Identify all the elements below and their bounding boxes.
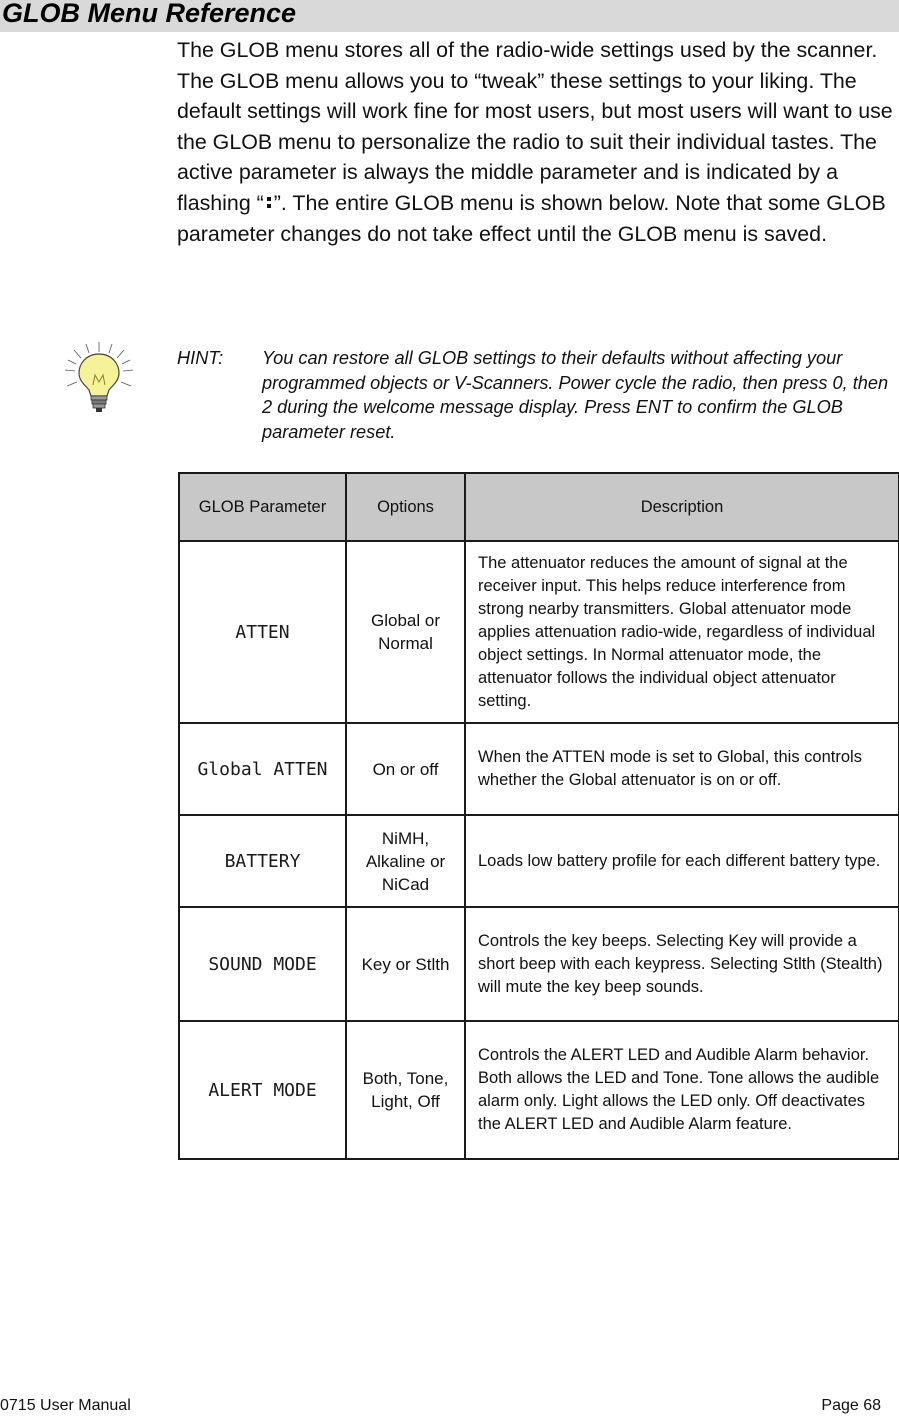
description-cell: The attenuator reduces the amount of signal at the receiver input. This helps reduce interference from strong nearby transmitters. Global attenuator mode applies attenuation radio-wide, regardless of individual object settings. In Normal attenuator mode, the attenuator follows the individual object attenuator setting. (465, 541, 899, 723)
glob-parameter-table (178, 472, 899, 1160)
options-cell: Global or Normal (346, 541, 465, 723)
description-cell: When the ATTEN mode is set to Global, this controls whether the Global attenuator is on or off. (465, 723, 899, 815)
intro-text-after: ”. The entire GLOB menu is shown below. Note that some GLOB parameter changes do not take effect until the GLOB menu is saved. (177, 190, 886, 246)
parameter-cell: ALERT MODE (179, 1021, 346, 1159)
footer-manual-name: 0715 User Manual (0, 1397, 131, 1414)
parameter-cell: BATTERY (179, 815, 346, 907)
options-cell: Key or Stlth (346, 907, 465, 1021)
table-header-row (179, 473, 899, 541)
parameter-cell: ATTEN (179, 541, 346, 723)
table-row (179, 1021, 899, 1159)
page-title: GLOB Menu Reference (2, 0, 297, 28)
page-number: Page 68 (821, 1397, 881, 1414)
table-row (179, 815, 899, 907)
lightbulb-icon (62, 340, 136, 414)
table-row (179, 723, 899, 815)
options-cell: NiMH, Alkaline or NiCad (346, 815, 465, 907)
table-row (179, 907, 899, 1021)
flashing-indicator-icon (265, 195, 273, 211)
header-parameter: GLOB Parameter (179, 473, 346, 541)
header-options: Options (346, 473, 465, 541)
section-header (0, 0, 899, 32)
description-cell: Controls the ALERT LED and Audible Alarm behavior. Both allows the LED and Tone. Tone allows the audible alarm only. Light allows the LED only. Off deactivates the ALERT LED and Audible Alarm feature. (465, 1021, 899, 1159)
intro-paragraph (177, 35, 899, 249)
options-cell: On or off (346, 723, 465, 815)
header-description: Description (465, 473, 899, 541)
intro-text-before: The GLOB menu stores all of the radio-wide settings used by the scanner. The GLOB menu allows you to “tweak” these settings to your liking. The default settings will work fine for most users, but most users will want to use the GLOB menu to personalize the radio to suit their individual tastes. The active parameter is always the middle parameter and is indicated by a flashing “ (177, 38, 893, 215)
description-cell: Controls the key beeps. Selecting Key will provide a short beep with each keypress. Selecting Stlth (Stealth) will mute the key beep sounds. (465, 907, 899, 1021)
description-cell: Loads low battery profile for each different battery type. (465, 815, 899, 907)
parameter-cell: Global ATTEN (179, 723, 346, 815)
options-cell: Both, Tone, Light, Off (346, 1021, 465, 1159)
parameter-cell: SOUND MODE (179, 907, 346, 1021)
hint-text: You can restore all GLOB settings to their defaults without affecting your programmed objects or V-Scanners. Power cycle the radio, then press 0, then 2 during the welcome message display. Press ENT to confirm the GLOB parameter reset. (262, 348, 889, 442)
hint-label: HINT: (177, 348, 224, 368)
table-row (179, 541, 899, 723)
